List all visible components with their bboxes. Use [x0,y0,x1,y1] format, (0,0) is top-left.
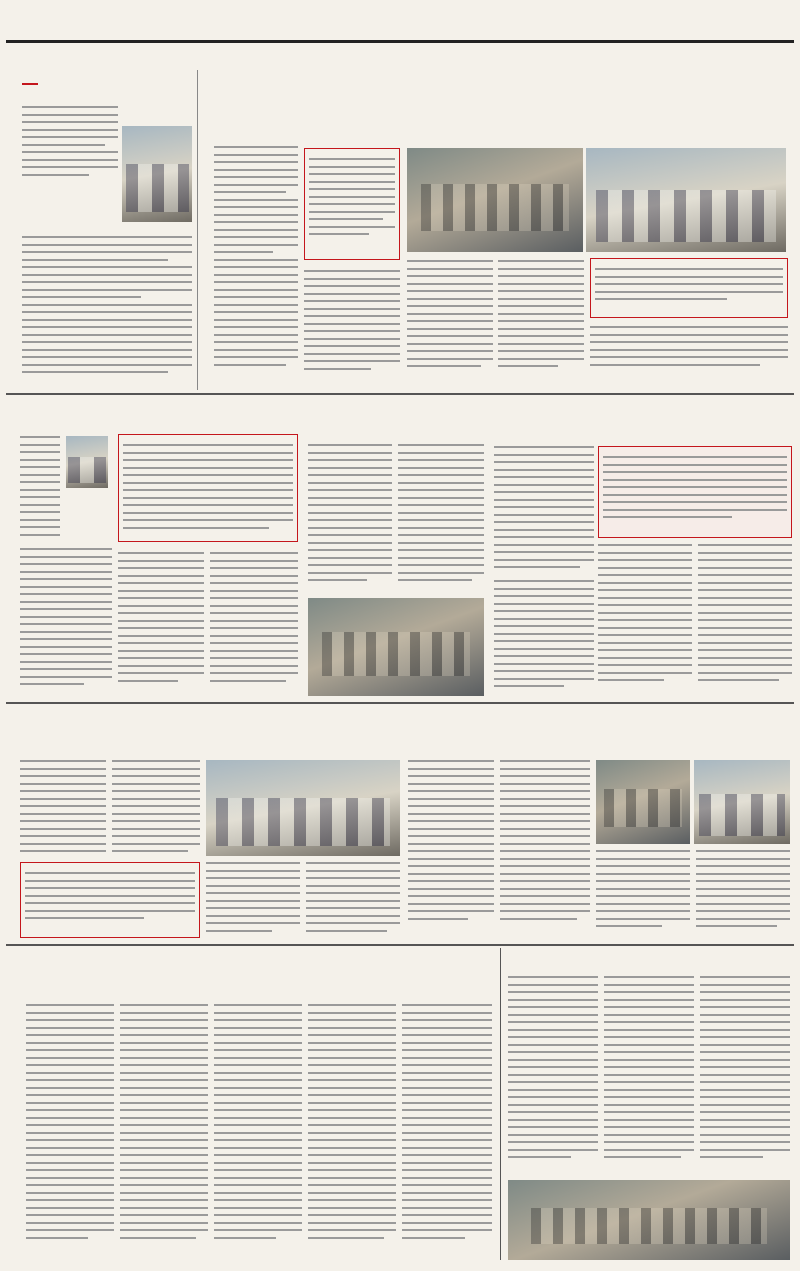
jansuraksha-photo [508,1180,790,1260]
koyta-text-col2 [120,1004,208,1256]
power-box [598,446,792,538]
women-photo-2 [694,760,790,844]
lead-box [304,148,400,260]
koyta-text-col1 [26,1004,114,1256]
jansuraksha-text-col1 [508,976,598,1176]
brief-label [22,83,38,85]
lead-photo-1 [407,148,583,252]
lead-text-col3 [407,260,493,384]
women-photo-1 [596,760,690,844]
koyta-text-col5 [402,1004,492,1256]
jansuraksha-text-col3 [700,976,790,1176]
vertical-divider [500,948,501,1260]
power-text-col2 [598,544,692,696]
lead-text-col4 [498,260,584,384]
gadkari-box [20,862,200,938]
accident-photo [66,436,108,488]
women-text-col1 [408,760,494,938]
gadkari-photo [206,760,400,856]
lead-quote-box [590,258,788,318]
divider-1 [6,393,794,395]
lead-text-col2 [304,270,400,384]
lead-text-col5 [590,326,788,384]
accident-text-col3 [118,552,204,698]
brief-section [22,70,198,390]
lead-photo-2 [586,148,786,252]
accident-text-col4 [210,552,298,698]
power-text-col3 [698,544,792,696]
vikhe-text-col2 [398,444,484,594]
divider-3 [6,944,794,946]
brief-photo [122,126,192,222]
brief-text [22,103,118,181]
power-text-col4 [494,580,594,696]
power-text-col1 [494,446,594,576]
women-text-col4 [696,850,790,938]
accident-text-col1 [20,436,60,544]
accident-box [118,434,298,542]
masthead-rule [6,40,794,43]
vikhe-photo [308,598,484,696]
brief-text-cont [22,236,192,379]
jansuraksha-text-col2 [604,976,694,1176]
vikhe-text-col1 [308,444,392,594]
accident-headline [20,402,300,422]
gadkari-text-col3 [206,862,300,938]
gadkari-text-col2 [112,760,200,860]
gadkari-text-col1 [20,760,106,860]
women-text-col3 [596,850,690,938]
lead-text-col1 [214,146,298,384]
women-text-col2 [500,760,590,938]
koyta-text-col3 [214,1004,302,1256]
divider-2 [6,702,794,704]
accident-text-col2 [20,548,112,698]
koyta-text-col4 [308,1004,396,1256]
gadkari-text-col4 [306,862,400,938]
